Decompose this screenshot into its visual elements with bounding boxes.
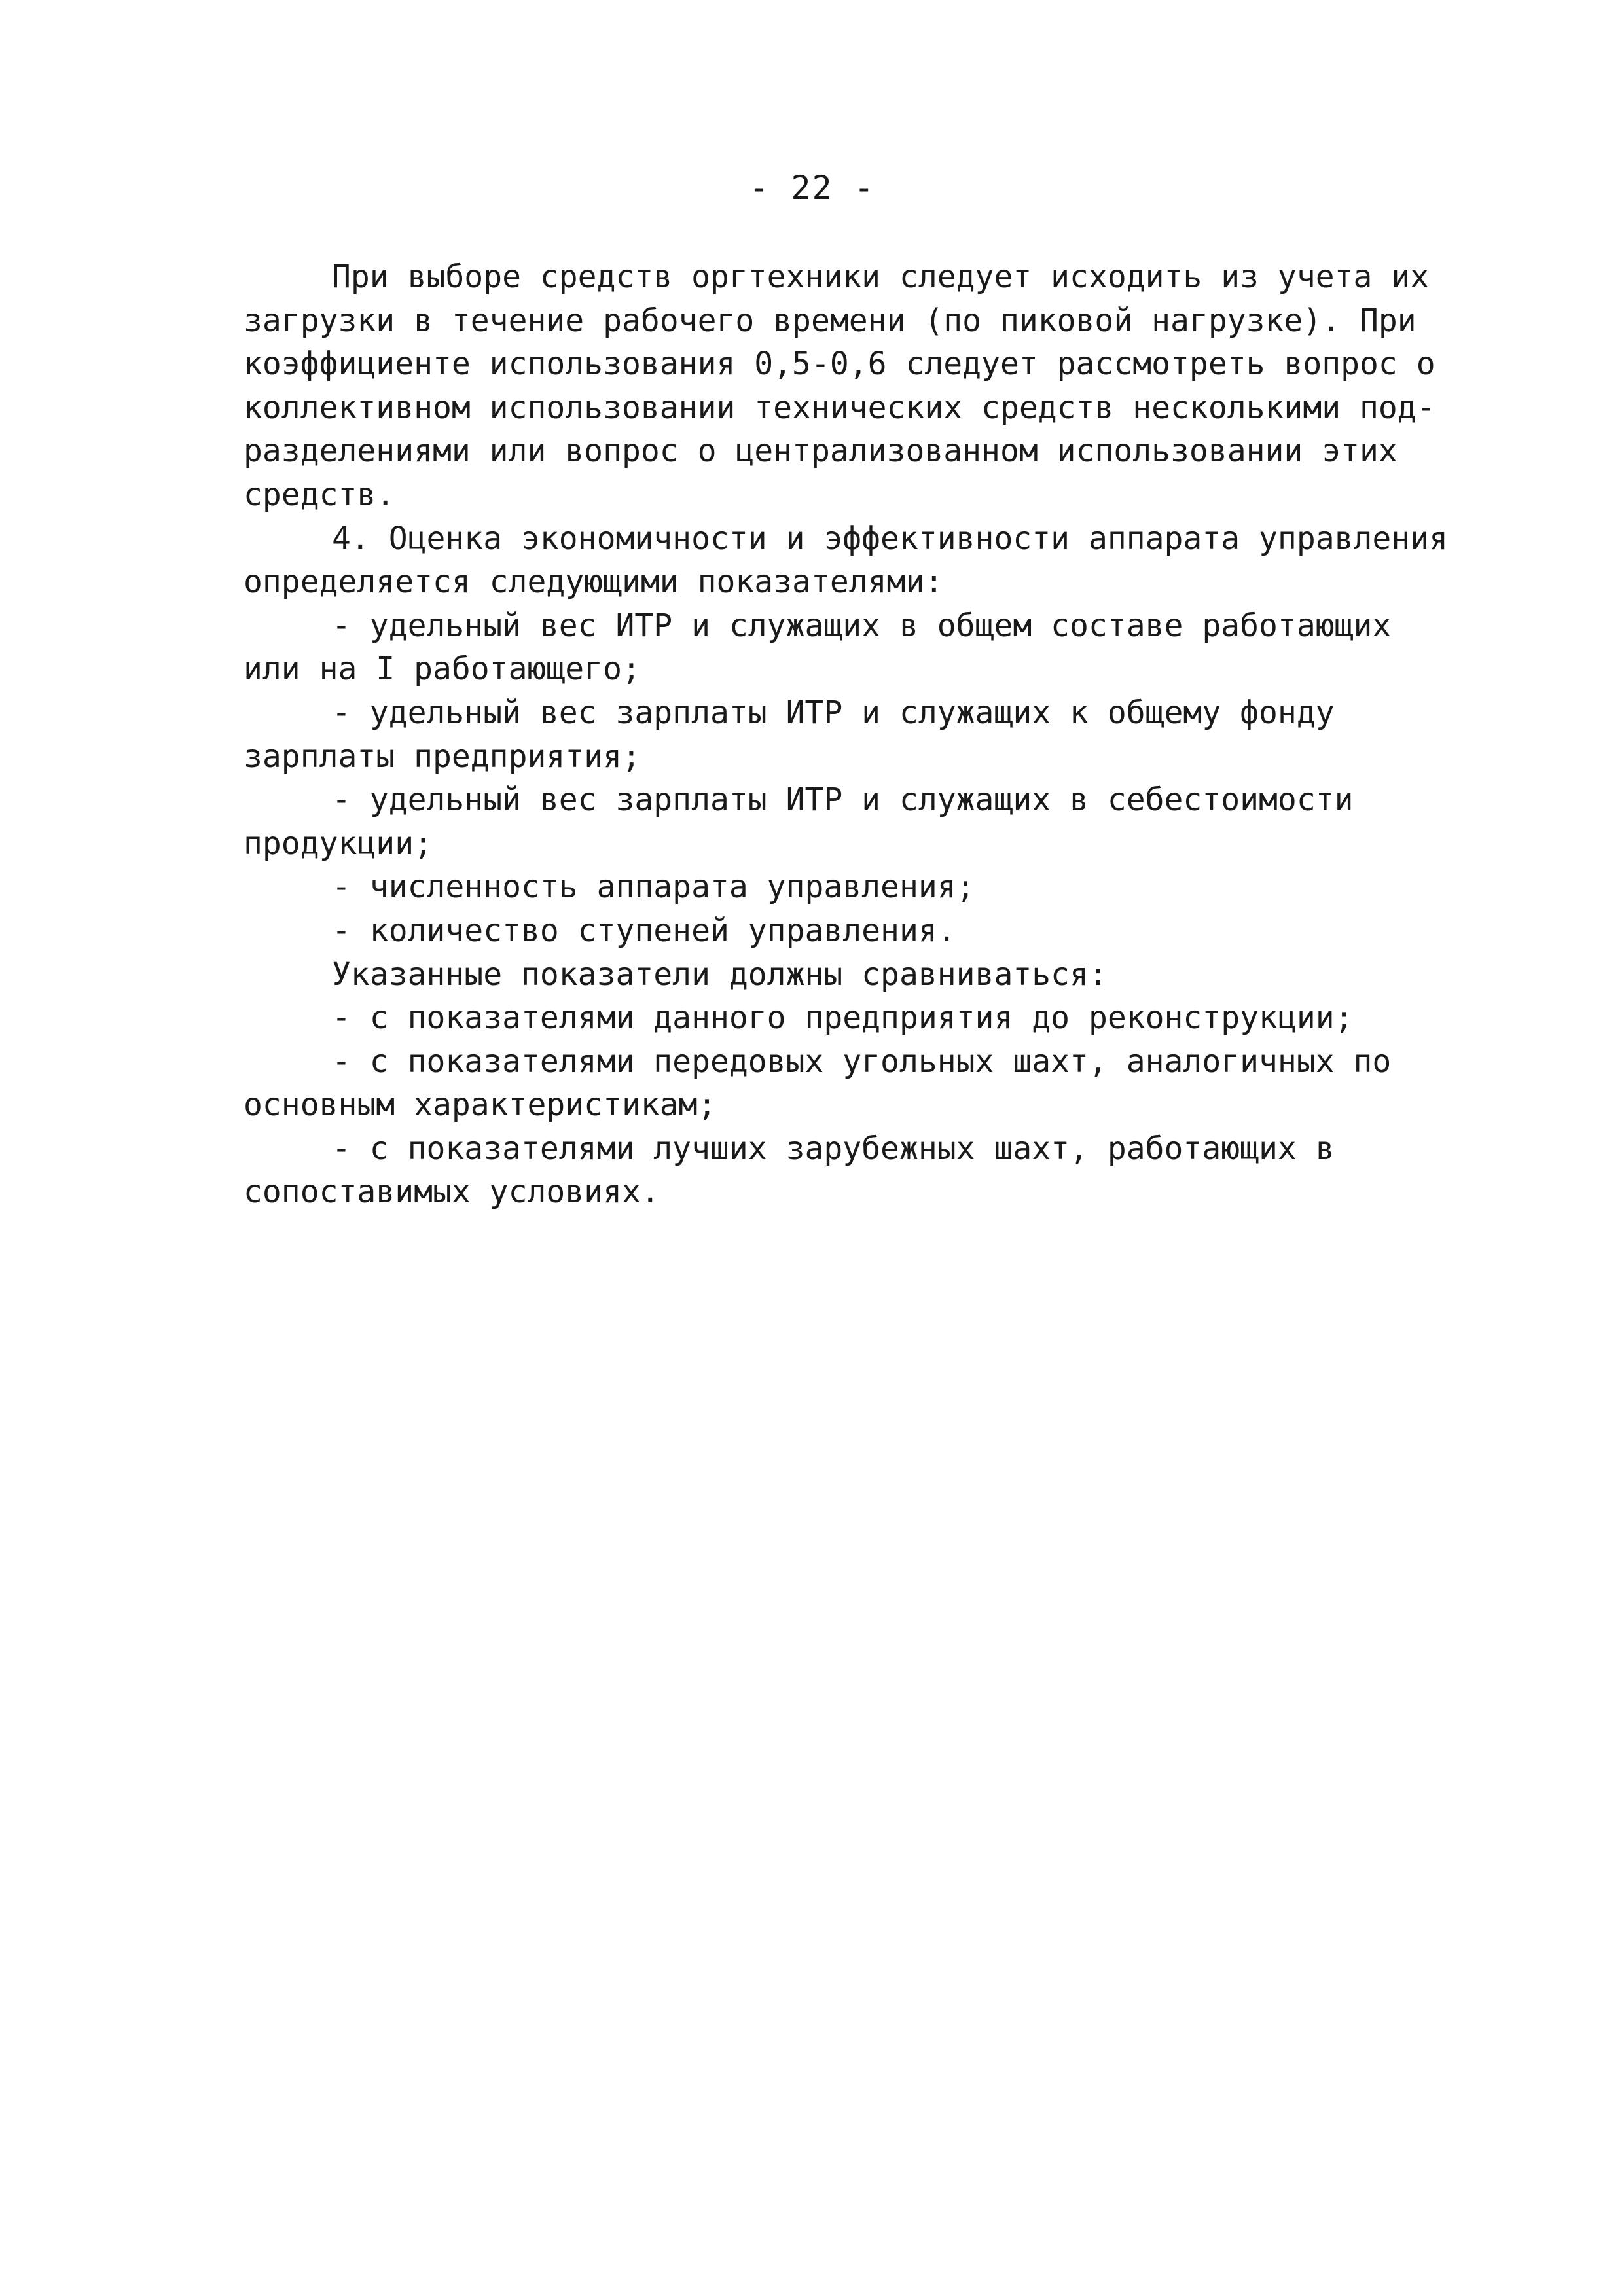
list-item-line: или на I работающего; — [244, 651, 641, 688]
text-line: 4. Оценка экономичности и эффективности аппарата управления — [332, 520, 1449, 557]
list-item-line: - удельный вес зарплаты ИТР и служащих к общему фонду — [332, 694, 1335, 731]
list-item-line: - численность аппарата управления; — [332, 869, 975, 906]
list-item-line: - удельный вес ИТР и служащих в общем составе работающих — [332, 607, 1392, 644]
body-text — [244, 255, 1449, 1214]
list-item-line: - количество ступеней управления. — [332, 912, 956, 949]
list-item-line: - с показателями данного предприятия до реконструкции; — [332, 999, 1354, 1037]
list-item-line: сопоставимых условиях. — [244, 1174, 660, 1211]
list-item-line: - удельный вес зарплаты ИТР и служащих в себестоимости — [332, 781, 1354, 819]
text-line: определяется следующими показателями: — [244, 564, 944, 601]
text-line: коэффициенте использования 0,5-0,6 следует рассмотреть вопрос о — [244, 346, 1435, 383]
list-item-line: зарплаты предприятия; — [244, 738, 641, 775]
text-line: средств. — [244, 476, 395, 513]
list-item-line: продукции; — [244, 825, 433, 862]
text-line: загрузки в течение рабочего времени (по пиковой нагрузке). При — [244, 302, 1416, 339]
list-item-line: основным характеристикам; — [244, 1086, 717, 1124]
list-item-line: - с показателями лучших зарубежных шахт, работающих в — [332, 1130, 1335, 1167]
text-line: коллективном использовании технических средств несколькими под- — [244, 389, 1435, 426]
text-line: При выборе средств оргтехники следует исходить из учета их — [332, 259, 1430, 295]
page-number: - 22 - — [749, 169, 875, 207]
list-item-line: - с показателями передовых угольных шахт, аналогичных по — [332, 1043, 1392, 1080]
text-line: разделениями или вопрос о централизованном использовании этих — [244, 433, 1398, 470]
text-line: Указанные показатели должны сравниваться: — [332, 956, 1108, 993]
